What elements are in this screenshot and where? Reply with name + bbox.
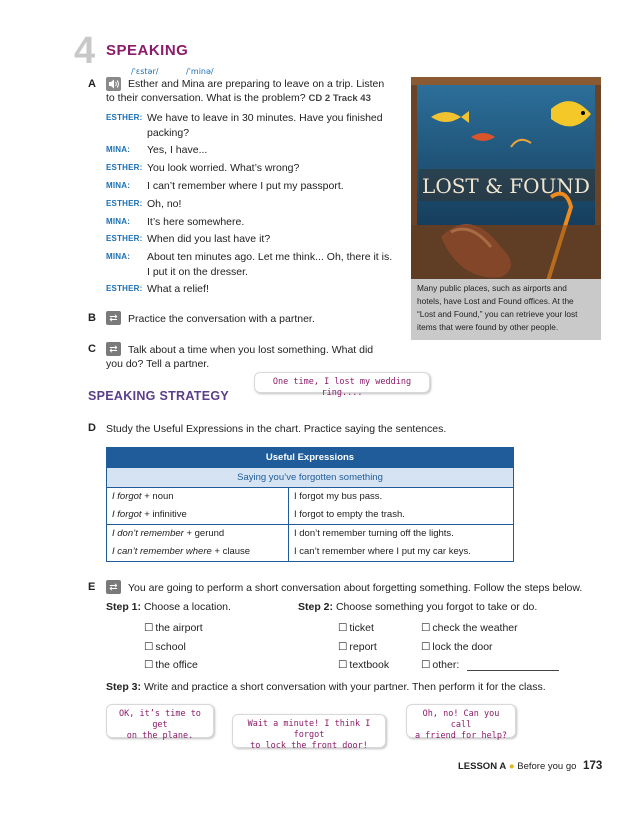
dialogue-line: Oh, no!	[147, 197, 182, 210]
dialogue-line: I put it on the dresser.	[147, 265, 248, 278]
part-a-instruction-2: to their conversation. What is the problem?	[106, 92, 306, 104]
section-title: SPEAKING	[106, 42, 189, 59]
dialogue-speaker: MINA:	[106, 180, 131, 190]
audio-icon[interactable]	[106, 77, 121, 91]
dialogue-speaker: ESTHER:	[106, 163, 143, 173]
section-number: 4	[74, 30, 96, 72]
dialogue-line: We have to leave in 30 minutes. Have you finished	[147, 112, 383, 124]
part-e-text: You are going to perform a short conversation about forgetting something. Follow the steps below.	[128, 582, 583, 594]
checkbox-textbook[interactable]: ☐ textbook	[338, 659, 389, 671]
speech-bubble: Oh, no! Can you call a friend for help?	[406, 704, 516, 738]
part-c-line1: Talk about a time when you lost something. What did	[128, 344, 374, 356]
speech-bubble: Wait a minute! I think I forgot to lock the front door!	[232, 714, 386, 748]
checkbox-the-office[interactable]: ☐ the office	[144, 659, 198, 671]
lesson-subtitle: Before you go	[517, 761, 577, 772]
page-number: 173	[583, 760, 603, 772]
speaking-strategy-title: SPEAKING STRATEGY	[88, 389, 229, 403]
dialogue-speaker: ESTHER:	[106, 113, 143, 122]
checkbox-report[interactable]: ☐ report	[338, 641, 377, 653]
dialogue-line: It’s here somewhere.	[147, 215, 245, 228]
part-d-text: Study the Useful Expressions in the chart. Practice saying the sentences.	[106, 423, 447, 435]
dialogue-speaker: ESTHER:	[106, 284, 143, 294]
dialogue-line: packing?	[147, 126, 190, 139]
step-1: Step 1: Choose a location.	[106, 601, 231, 613]
table-header: Useful Expressions	[107, 448, 513, 468]
dialogue-speaker: ESTHER:	[106, 234, 143, 244]
table-group	[107, 488, 513, 525]
page-footer: LESSON A ● Before you go 173	[458, 760, 603, 772]
ipa-mina: /ˈminə/	[186, 67, 214, 76]
lost-and-found-photo	[411, 77, 601, 279]
dialogue-speaker: MINA:	[106, 216, 131, 226]
table-cell-pattern: I can’t remember where + clause	[112, 546, 251, 557]
table-cell-pattern: I forgot + infinitive	[112, 509, 187, 520]
checkbox-the-airport[interactable]: ☐ the airport	[144, 622, 203, 634]
part-a-instruction-1: Esther and Mina are preparing to leave on a trip. Listen	[128, 78, 385, 90]
table-cell-example: I can’t remember where I put my car keys.	[294, 546, 471, 557]
sign-text: LOST & FOUND	[422, 174, 590, 198]
part-d-letter: D	[88, 422, 96, 434]
checkbox-check-the-weather[interactable]: ☐ check the weather	[421, 622, 518, 634]
part-b-letter: B	[88, 312, 96, 324]
pair-work-icon: ⇄	[106, 311, 121, 325]
dialogue-line: When did you last have it?	[147, 233, 271, 246]
checkbox-school[interactable]: ☐ school	[144, 641, 186, 653]
lesson-label: LESSON A	[458, 761, 507, 772]
part-c-line2: you do? Tell a partner.	[106, 358, 210, 370]
dialogue-line: Yes, I have...	[147, 144, 208, 157]
dialogue-speaker: ESTHER:	[106, 198, 143, 208]
table-subheader: Saying you’ve forgotten something	[107, 468, 513, 488]
ipa-esther: /ˈɛstər/	[131, 67, 159, 76]
speech-bubble: OK, it’s time to get on the plane.	[106, 704, 214, 738]
table-cell-example: I don’t remember turning off the lights.	[294, 528, 454, 539]
useful-expressions-table	[106, 447, 514, 562]
dialogue-line: I can’t remember where I put my passport.	[147, 179, 344, 192]
dialogue-line: What a relief!	[147, 283, 209, 296]
table-group	[107, 525, 513, 561]
dialogue-line: About ten minutes ago. Let me think... Oh, there it is.	[147, 251, 393, 264]
checkbox-other[interactable]: ☐ other:	[421, 659, 459, 671]
speech-bubble: One time, I lost my wedding ring....	[254, 372, 430, 393]
table-cell-pattern: I forgot + noun	[112, 491, 174, 502]
table-cell-pattern: I don’t remember + gerund	[112, 528, 225, 539]
dialogue-line: You look worried. What’s wrong?	[147, 162, 300, 175]
track-label: CD 2 Track 43	[308, 93, 371, 104]
pair-work-icon: ⇄	[106, 580, 121, 594]
step-2: Step 2: Choose something you forgot to take or do.	[298, 601, 538, 613]
step-3: Step 3: Write and practice a short conversation with your partner. Then perform it for the class.	[106, 681, 546, 693]
checkbox-lock-the-door[interactable]: ☐ lock the door	[421, 641, 493, 653]
photo-caption: Many public places, such as airports and hotels, have Lost and Found offices. At the “Lost and Found,” you can retrieve your lost items that were found by other people.	[411, 279, 601, 340]
checkbox-ticket[interactable]: ☐ ticket	[338, 622, 374, 634]
part-c-letter: C	[88, 343, 96, 355]
part-b-text: Practice the conversation with a partner.	[128, 313, 315, 325]
table-cell-example: I forgot my bus pass.	[294, 491, 383, 502]
part-e-letter: E	[88, 581, 96, 593]
table-cell-example: I forgot to empty the trash.	[294, 509, 405, 520]
other-write-line[interactable]	[467, 670, 559, 671]
part-a-letter: A	[88, 78, 96, 90]
dialogue-speaker: MINA:	[106, 252, 131, 262]
dialogue-speaker: MINA:	[106, 145, 131, 155]
pair-work-icon: ⇄	[106, 342, 121, 356]
